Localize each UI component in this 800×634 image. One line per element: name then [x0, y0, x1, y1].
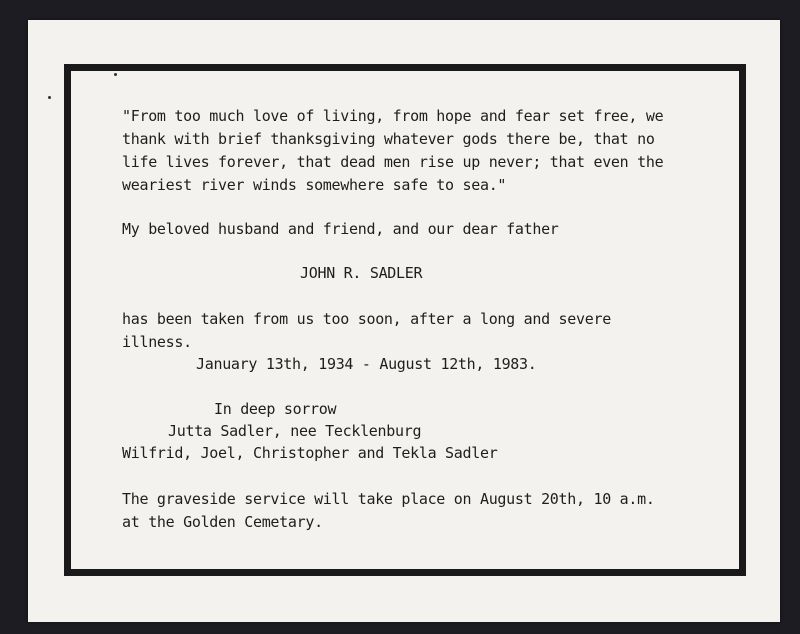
sorrow-line: In deep sorrow	[214, 400, 337, 418]
family-line: Wilfrid, Joel, Christopher and Tekla Sadler	[122, 444, 498, 462]
taken-line: illness.	[122, 333, 192, 351]
intro-line: My beloved husband and friend, and our dear father	[122, 220, 559, 238]
deceased-name: JOHN R. SADLER	[300, 264, 423, 282]
quote-line: thank with brief thanksgiving whatever gods there be, that no	[122, 130, 655, 148]
service-line: at the Golden Cemetary.	[122, 513, 323, 531]
family-line: Jutta Sadler, nee Tecklenburg	[168, 422, 422, 440]
ink-speck	[114, 73, 117, 76]
taken-line: has been taken from us too soon, after a long and severe	[122, 310, 611, 328]
memorial-card	[28, 20, 780, 622]
ink-speck	[48, 96, 51, 99]
quote-line: "From too much love of living, from hope and fear set free, we	[122, 107, 664, 125]
quote-line: life lives forever, that dead men rise up never; that even the	[122, 153, 664, 171]
service-line: The graveside service will take place on August 20th, 10 a.m.	[122, 490, 655, 508]
life-dates: January 13th, 1934 - August 12th, 1983.	[196, 355, 537, 373]
quote-line: weariest river winds somewhere safe to sea."	[122, 176, 507, 194]
